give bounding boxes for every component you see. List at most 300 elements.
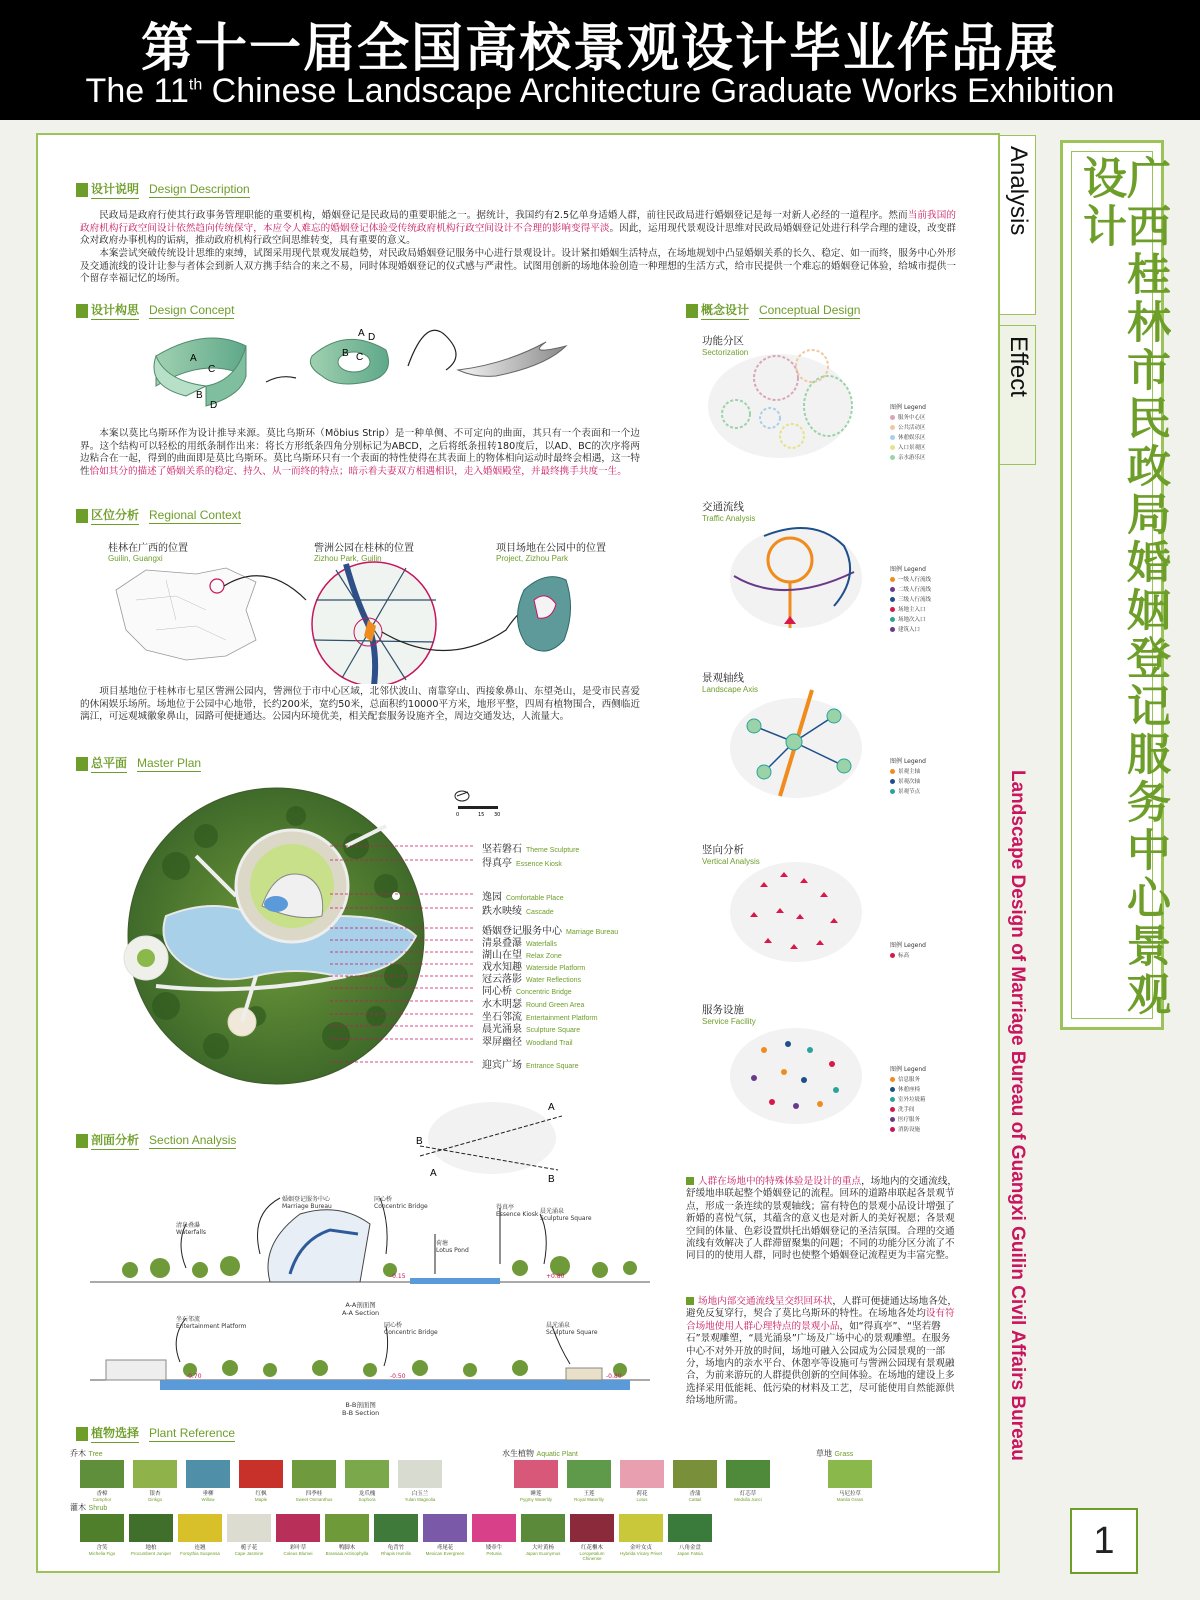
plant-photo [567, 1460, 611, 1488]
section-head-cn: 植物选择 [91, 1424, 139, 1443]
page-number: 1 [1070, 1508, 1138, 1574]
legend-row [890, 453, 926, 461]
plan-label-en: Theme Sculpture [526, 847, 580, 854]
section-label-cn: 同心桥 [374, 1196, 393, 1203]
legend-swatch [890, 607, 895, 612]
plant-group-cn: 乔木 [70, 1449, 86, 1458]
legend-swatch [890, 445, 895, 450]
legend-label: 景观次轴 [898, 779, 921, 785]
legend-head-cn: 图例 [890, 404, 903, 411]
plant-card [325, 1514, 369, 1556]
plant-photo [227, 1514, 271, 1542]
section-head-description [76, 180, 250, 199]
legend-label: 建筑入口 [898, 627, 921, 633]
section-label-cn: 坐石邻流 [176, 1316, 201, 1323]
aa-label-sculpture-square [540, 1206, 592, 1222]
plant-name-en: Cattail [688, 1497, 702, 1502]
plant-photo [276, 1514, 320, 1542]
section-marker [76, 183, 88, 197]
section-label-en: Waterfalls [176, 1229, 206, 1236]
legend-head [890, 402, 926, 411]
plan-label-cn: 得真亭 [482, 858, 512, 869]
plant-name-en: Medulla Junci [734, 1497, 762, 1502]
plant-name-en: Ginkgo [147, 1497, 163, 1502]
section-marker [76, 304, 88, 318]
legend-head-en: Legend [903, 404, 926, 411]
plant-card [292, 1460, 336, 1502]
scale-label: 0 [456, 812, 460, 816]
plant-photo [239, 1460, 283, 1488]
bb-label-platform [176, 1314, 247, 1330]
plant-photo [374, 1514, 418, 1542]
plant-group-aquatic [502, 1448, 578, 1459]
description-text: 民政局是政府行使其行政事务管理职能的重要机构，婚姻登记是民政局的重要职能之一。据统计，我国约有2.5亿单身适婚人群，前往民政局进行婚姻登记是每一对新人必经的一道程序。然而 [99, 210, 908, 221]
plant-name-en: Royal Waterlily [574, 1497, 604, 1502]
legend-head-cn: 图例 [890, 758, 903, 765]
aa-caption [342, 1300, 379, 1317]
plant-photo [80, 1460, 124, 1488]
plant-card [570, 1514, 614, 1561]
legend-row [890, 605, 931, 613]
plant-card [374, 1514, 418, 1556]
location-label-en: Project, Zizhou Park [496, 554, 569, 563]
plan-label-cn: 戏水知趣 [482, 962, 522, 973]
concept-paragraph [80, 428, 640, 478]
plant-card [133, 1460, 177, 1502]
aa-label-bridge [374, 1194, 428, 1210]
pond-water [410, 1278, 500, 1284]
sectorization-diagram [700, 336, 870, 466]
plan-label-cn: 婚姻登记服务中心 [482, 926, 562, 937]
plant-card [521, 1514, 565, 1556]
plant-card [80, 1460, 124, 1502]
building-form-shape [458, 342, 566, 376]
plant-name-cn: 睡莲 [530, 1491, 542, 1497]
banner-title-cn: 第十一届全国高校景观设计毕业作品展 [140, 19, 1059, 79]
plant-group-en: Shrub [88, 1505, 108, 1512]
legend-row [890, 575, 931, 583]
legend-swatch [890, 779, 895, 784]
tab-analysis[interactable] [1000, 135, 1036, 315]
legend-label: 医疗服务 [898, 1117, 921, 1123]
plant-name-en: Mexican Evergreen [425, 1551, 465, 1556]
point-label-d: D [368, 332, 376, 343]
section-label-en: Sculpture Square [540, 1215, 592, 1222]
plant-name-cn: 八角金盘 [678, 1545, 701, 1551]
description-highlight: 当前我国的政府机构行政空间设计依然趋向传统保守，本应令人难忘的婚姻登记体验受传统政府机构行政空间设计不合理的影响变得平淡 [80, 210, 956, 234]
plant-photo [398, 1460, 442, 1488]
legend-label: 服务中心区 [898, 415, 926, 421]
section-marker [76, 1134, 88, 1148]
vertical-diagram [724, 852, 874, 970]
location-label-en: Zizhou Park, Guilin [314, 554, 382, 563]
plan-label-en: Marriage Bureau [566, 929, 619, 936]
legend-label: 标高 [898, 953, 910, 959]
point-label-d: D [210, 400, 218, 411]
elevation-label: -0.70 [186, 1373, 202, 1380]
round-green-center [137, 949, 155, 967]
diagram-title-en: Landscape Axis [702, 685, 759, 694]
plant-name-cn: 彩叶草 [289, 1545, 307, 1551]
concept-highlight: 恰如其分的描述了婚姻关系的稳定、持久、从一而终的特点；暗示着夫妻双方相遇相识，走入婚姻殿堂，并最终携手共度一生。 [89, 465, 627, 477]
elevation-label: -0.15 [390, 1273, 406, 1280]
legend-head-cn: 图例 [890, 942, 903, 949]
plant-name-en: Petunia [486, 1551, 502, 1556]
note-highlight: 人群在场地中的特殊体验是设计的重点 [698, 1176, 862, 1187]
plant-name-cn: 马尼拉草 [838, 1491, 861, 1497]
legend-swatch [890, 627, 895, 632]
legend-label: 洗手间 [898, 1107, 915, 1113]
point-label-a: A [190, 353, 197, 364]
point-label-b: B [342, 348, 349, 359]
legend-swatch [890, 953, 895, 958]
section-marker [686, 304, 698, 318]
plant-name-en: Lotus [636, 1497, 648, 1502]
legend-swatch [890, 597, 895, 602]
aa-label-waterfalls [176, 1220, 206, 1236]
site-base [708, 354, 852, 458]
location-label-cn: 桂林在广西的位置 [108, 543, 188, 554]
elevation-label: -0.50 [390, 1373, 406, 1380]
section-head-en: Design Description [149, 181, 250, 196]
section-label-cn: 晨光涌泉 [546, 1322, 571, 1329]
location-label-cn: 项目场地在公园中的位置 [496, 543, 606, 554]
legend-head-en: Legend [903, 758, 926, 765]
section-head-cn: 区位分析 [91, 506, 139, 525]
elevation-label: +0.80 [546, 1273, 565, 1280]
plant-photo [472, 1514, 516, 1542]
section-label-cn: 婚姻登记服务中心 [282, 1196, 331, 1203]
plan-label-cn: 迎宾广场 [482, 1060, 522, 1071]
plan-label-en: Cascade [526, 909, 554, 916]
tab-effect-label: Effect [1005, 336, 1032, 397]
bb-caption [342, 1400, 379, 1417]
legend-label: 景观主轴 [898, 769, 921, 775]
plant-name-cn: 香樟 [96, 1491, 108, 1497]
legend-row [890, 1105, 926, 1113]
legend-head-en: Legend [903, 942, 926, 949]
plan-label-cn: 水木明瑟 [482, 999, 522, 1010]
legend-head [890, 940, 926, 949]
plant-group-cn: 灌木 [70, 1503, 86, 1512]
plant-photo [423, 1514, 467, 1542]
design-note-2 [686, 1296, 958, 1408]
plant-name-en: Cape Jasmine [234, 1551, 264, 1556]
legend-swatch [890, 435, 895, 440]
plant-photo [133, 1460, 177, 1488]
legend-head [890, 1064, 926, 1073]
plant-name-en: Forsythia Suspensa [180, 1551, 220, 1556]
plant-photo [620, 1460, 664, 1488]
plan-label-en: Entertainment Platform [526, 1015, 598, 1022]
section-head-master [76, 754, 201, 773]
legend-row [890, 585, 931, 593]
plan-label-en: Comfortable Place [506, 895, 564, 902]
note-highlight: 设有符合场地使用人群心理特点的景观小品 [686, 1308, 955, 1332]
plant-name-cn: 荷花 [636, 1491, 648, 1497]
legend-row [890, 787, 926, 795]
plant-card [345, 1460, 389, 1502]
plant-card [620, 1460, 664, 1502]
note-text: ，人群可便捷通达场地各处，避免反复穿行，契合了莫比乌斯环的特性。在场地各处均 [686, 1296, 958, 1320]
plant-group-cn: 草地 [816, 1449, 832, 1458]
traffic-diagram [724, 516, 874, 636]
plan-label-cn: 晨光涌泉 [482, 1024, 522, 1035]
plant-name-en: Japan Euonymus [525, 1551, 561, 1556]
legend-label: 场地次入口 [898, 617, 926, 623]
elevation-label: -0.80 [606, 1373, 622, 1380]
plan-label-cn: 清泉叠瀑 [482, 938, 522, 949]
north-arrow-needle [457, 792, 468, 796]
section-label-en: Sculpture Square [546, 1329, 598, 1336]
plant-name-en: Rhapis Humilis [380, 1551, 411, 1556]
guangxi-map-outline [116, 568, 256, 660]
plant-name-cn: 鸭脚木 [338, 1545, 356, 1551]
plant-group-shrub [70, 1502, 107, 1513]
plant-name-cn: 垂柳 [202, 1491, 214, 1497]
legend-swatch [890, 789, 895, 794]
arrow-connector [266, 377, 296, 382]
exhibition-banner [0, 0, 1200, 120]
legend-row [890, 777, 926, 785]
section-head-plants [76, 1424, 235, 1443]
legend-swatch [890, 1107, 895, 1112]
plant-photo [673, 1460, 717, 1488]
legend-row [890, 423, 926, 431]
axis-diagram [724, 686, 874, 804]
plant-card [227, 1514, 271, 1556]
diagram-title-en: Sectorization [702, 348, 749, 357]
diagram-title-cn: 景观轴线 [702, 672, 744, 684]
plan-label-en: Woodland Trail [526, 1040, 573, 1047]
plant-card [398, 1460, 442, 1502]
section-caption-cn: A-A剖面图 [345, 1301, 376, 1309]
section-label-cn: 得真亭 [496, 1204, 515, 1211]
diagram-title-en: Service Facility [702, 1017, 756, 1026]
plan-label-en: Relax Zone [526, 953, 562, 960]
plant-name-en: Coleus Blumei [283, 1551, 313, 1556]
diagram-title-en: Traffic Analysis [702, 514, 756, 523]
plant-name-en: Michelia Figo [88, 1551, 116, 1556]
section-caption-en: A-A Section [342, 1309, 380, 1317]
regional-paragraph: 项目基地位于桂林市七星区訾洲公园内，訾洲位于市中心区域，北邻伏波山、南靠穿山、西接象鼻山、东望尧山，是受市民喜爱的休闲娱乐场所。场地位于公园中心地带，长约200米，宽约50米，总面积约10000平方米，地形平整，四周有植物围合，西侧临近漓江，可远观城徽象鼻山，园路可便捷通达。公园内环境优美，相关配套服务设施齐全，周边交通发达，人流量大。 [80, 686, 640, 723]
plan-label-en: Waterside Platform [526, 965, 586, 972]
plant-name-cn: 红花檵木 [580, 1545, 603, 1551]
plant-card [668, 1514, 712, 1556]
bb-label-bridge [384, 1320, 438, 1336]
plan-label-cn: 同心桥 [482, 986, 512, 997]
plan-label-cascade [482, 902, 554, 917]
section-head-concept [76, 301, 234, 320]
point-label-b: B [196, 390, 203, 401]
section-label-cn: 清泉叠瀑 [176, 1222, 201, 1229]
plant-photo [668, 1514, 712, 1542]
plan-label-en: Entrance Square [526, 1063, 579, 1070]
legend-swatch [890, 1127, 895, 1132]
plant-card [472, 1514, 516, 1556]
plant-photo [345, 1460, 389, 1488]
plant-group-en: Aquatic Plant [536, 1451, 578, 1458]
legend-swatch [890, 425, 895, 430]
plant-group-grass [816, 1448, 853, 1459]
legend-row [890, 1075, 926, 1083]
section-head-regional [76, 506, 241, 525]
mobius-diagram [146, 326, 606, 422]
plant-name-en: Camphor [92, 1497, 112, 1502]
plant-name-cn: 四季桂 [305, 1491, 323, 1497]
plant-name-en: Loropetalum Chinense [579, 1551, 605, 1561]
legend-head-cn: 图例 [890, 566, 903, 573]
legend-row [890, 625, 931, 633]
diagram-title-cn: 交通流线 [702, 501, 744, 513]
point-label-c: C [208, 364, 216, 375]
project-title-cn: 广西桂林市民政局婚姻登记服务中心景观设计 [1075, 155, 1170, 1019]
plant-photo [514, 1460, 558, 1488]
building-pool [264, 896, 288, 912]
lake-water [160, 1380, 630, 1390]
banner-title-en-post: Chinese Landscape Architecture Graduate Works Exhibition [202, 72, 1115, 110]
description-text: 。因此，运用现代景观设计思维对民政局婚姻登记处进行科学合理的建设，改变群众对政府办事机构的诟病，推动政府机构行政空间思维转变，具有重要的意义。 [80, 222, 956, 247]
traffic-legend [890, 564, 931, 633]
legend-label: 消防设施 [898, 1127, 921, 1133]
sectorization-legend [890, 402, 926, 461]
service-diagram [724, 1020, 874, 1130]
section-label-cn: 晨光涌泉 [540, 1208, 565, 1215]
legend-row [890, 1085, 926, 1093]
section-marker [76, 509, 88, 523]
legend-head-en: Legend [903, 1066, 926, 1073]
regional-maps [106, 560, 646, 684]
description-paragraph-2: 本案尝试突破传统设计思维的束缚，试图采用现代景观发展趋势，对民政局婚姻登记服务中心进行景观设计。设计紧扣婚姻生活特点，在场地规划中凸显婚姻关系的长久、稳定、如一而终，服务中心外形及交通流线的设计让参与者体会到新人双方携手结合的来之不易，同时体现婚姻登记的仪式感与严肃性。试图用创新的场地体验创造一种理想的生活方式，给市民提供一个难忘的婚姻登记体验，给城市提供一个留存幸福记忆的场所。 [80, 248, 956, 285]
plant-name-cn: 龙爪槐 [358, 1491, 376, 1497]
axis-legend [890, 756, 926, 795]
legend-head-en: Legend [903, 566, 926, 573]
section-caption-en: B-B Section [342, 1409, 380, 1417]
section-head-en: Regional Context [149, 507, 242, 522]
bureau-section [268, 1210, 370, 1282]
section-head-cn: 设计说明 [91, 180, 139, 199]
plant-name-cn: 灯芯草 [739, 1491, 757, 1497]
legend-label: 二级人行流线 [898, 587, 932, 593]
section-marker [76, 1427, 88, 1441]
plan-label-cn: 逸园 [482, 892, 502, 903]
plant-photo [521, 1514, 565, 1542]
legend-row [890, 951, 926, 959]
section-head-en: Plant Reference [149, 1425, 236, 1440]
tab-analysis-label: Analysis [1005, 146, 1032, 236]
plant-name-cn: 连翘 [194, 1545, 206, 1551]
legend-row [890, 1115, 926, 1123]
location-label-cn: 訾洲公园在桂林的位置 [314, 543, 414, 554]
section-head-section [76, 1131, 236, 1150]
aa-label-kiosk [496, 1202, 538, 1218]
legend-label: 景观节点 [898, 789, 921, 795]
plant-group-en: Tree [88, 1451, 103, 1458]
plant-photo [726, 1460, 770, 1488]
legend-label: 室外垃圾箱 [898, 1097, 926, 1103]
plant-name-cn: 白玉兰 [411, 1491, 429, 1497]
section-head-en: Master Plan [137, 755, 202, 770]
section-label-en: Marriage Bureau [282, 1203, 332, 1210]
diagram-title-cn: 服务设施 [702, 1004, 744, 1016]
service-legend [890, 1064, 926, 1133]
site-base [730, 1028, 862, 1124]
north-arrow-scale [454, 786, 524, 816]
concept-text: 本案以莫比乌斯环作为设计推导来源。莫比乌斯环（Möbius Strip）是一种单侧、不可定向的曲面，其只有一个表面和一个边界。这个结构可以轻松的用纸条制作出来：将长方形纸条四角分别标记为ABCD，之后将纸条扭转180度后，以AD、BC的次序将两边粘合在一起，得到的曲面即是莫比乌斯环。莫比乌斯环只有一个表面的特性使得在其表面上的物体相向运动时最终会相遇，这一特性 [80, 428, 640, 477]
plant-name-en: Hybrida Vicary Privet [620, 1551, 662, 1556]
bb-label-sculpture-square [546, 1320, 598, 1336]
plant-name-en: Sweet Osmanthus [295, 1497, 333, 1502]
tab-effect[interactable] [1000, 325, 1036, 465]
arrow-connector [408, 330, 456, 370]
scale-bar [458, 806, 498, 809]
legend-swatch [890, 1097, 895, 1102]
legend-label: 亲水游乐区 [898, 455, 926, 461]
legend-row [890, 433, 926, 441]
legend-swatch [890, 1087, 895, 1092]
plant-name-en: Willow [201, 1497, 215, 1502]
section-label-cn: 荷塘 [436, 1240, 449, 1247]
plan-label-entrance-square [482, 1056, 579, 1071]
plant-card [619, 1514, 663, 1556]
plant-card [186, 1460, 230, 1502]
plan-label-comfortable-place [482, 888, 564, 903]
plant-name-cn: 香蒲 [689, 1491, 701, 1497]
section-label-en: Essence Kiosk [496, 1211, 539, 1218]
scale-label: 30 [494, 812, 501, 816]
plant-name-en: Sophora [358, 1497, 376, 1502]
point-label-c: C [356, 352, 364, 363]
legend-row [890, 1125, 926, 1133]
diagram-title-cn: 竖向分析 [702, 844, 744, 856]
legend-label: 三级人行流线 [898, 597, 932, 603]
legend-label: 场地主入口 [898, 607, 926, 613]
plant-name-cn: 银杏 [149, 1491, 161, 1497]
cut-label: B [416, 1136, 423, 1147]
plan-label-en: Sculpture Square [526, 1027, 581, 1034]
plant-name-cn: 栀子花 [240, 1545, 258, 1551]
aa-label-lotus-pond [436, 1238, 469, 1254]
plant-photo [619, 1514, 663, 1542]
plant-card [514, 1460, 558, 1502]
plant-card [726, 1460, 770, 1502]
plan-label-cn: 坐石邻流 [482, 1012, 522, 1023]
section-head-en: Section Analysis [149, 1132, 237, 1147]
plant-card [673, 1460, 717, 1502]
project-title-en: Landscape Design of Marriage Bureau of Guangxi Guilin Civil Affairs Bureau [1007, 770, 1028, 1461]
plant-card [423, 1514, 467, 1556]
plan-label-cn: 坚若磐石 [482, 844, 522, 855]
plant-name-en: Maple [254, 1497, 268, 1502]
legend-swatch [890, 769, 895, 774]
section-caption-cn: B-B剖面图 [345, 1401, 376, 1409]
legend-swatch [890, 455, 895, 460]
plan-label-en: Waterfalls [526, 941, 557, 948]
aa-label-bureau [282, 1194, 332, 1210]
plant-card [178, 1514, 222, 1556]
cut-label: A [430, 1168, 437, 1179]
plant-name-cn: 含笑 [96, 1545, 108, 1551]
section-label-cn: 同心桥 [384, 1322, 403, 1329]
plant-name-cn: 大叶黄杨 [531, 1545, 554, 1551]
legend-swatch [890, 587, 895, 592]
plan-label-cn: 冠云落影 [482, 974, 522, 985]
banner-title-en-pre: The 11 [85, 72, 189, 110]
note-marker [686, 1177, 694, 1185]
plan-label-cn: 湖山在望 [482, 950, 522, 961]
leader-lines [330, 832, 480, 1070]
legend-row [890, 595, 931, 603]
